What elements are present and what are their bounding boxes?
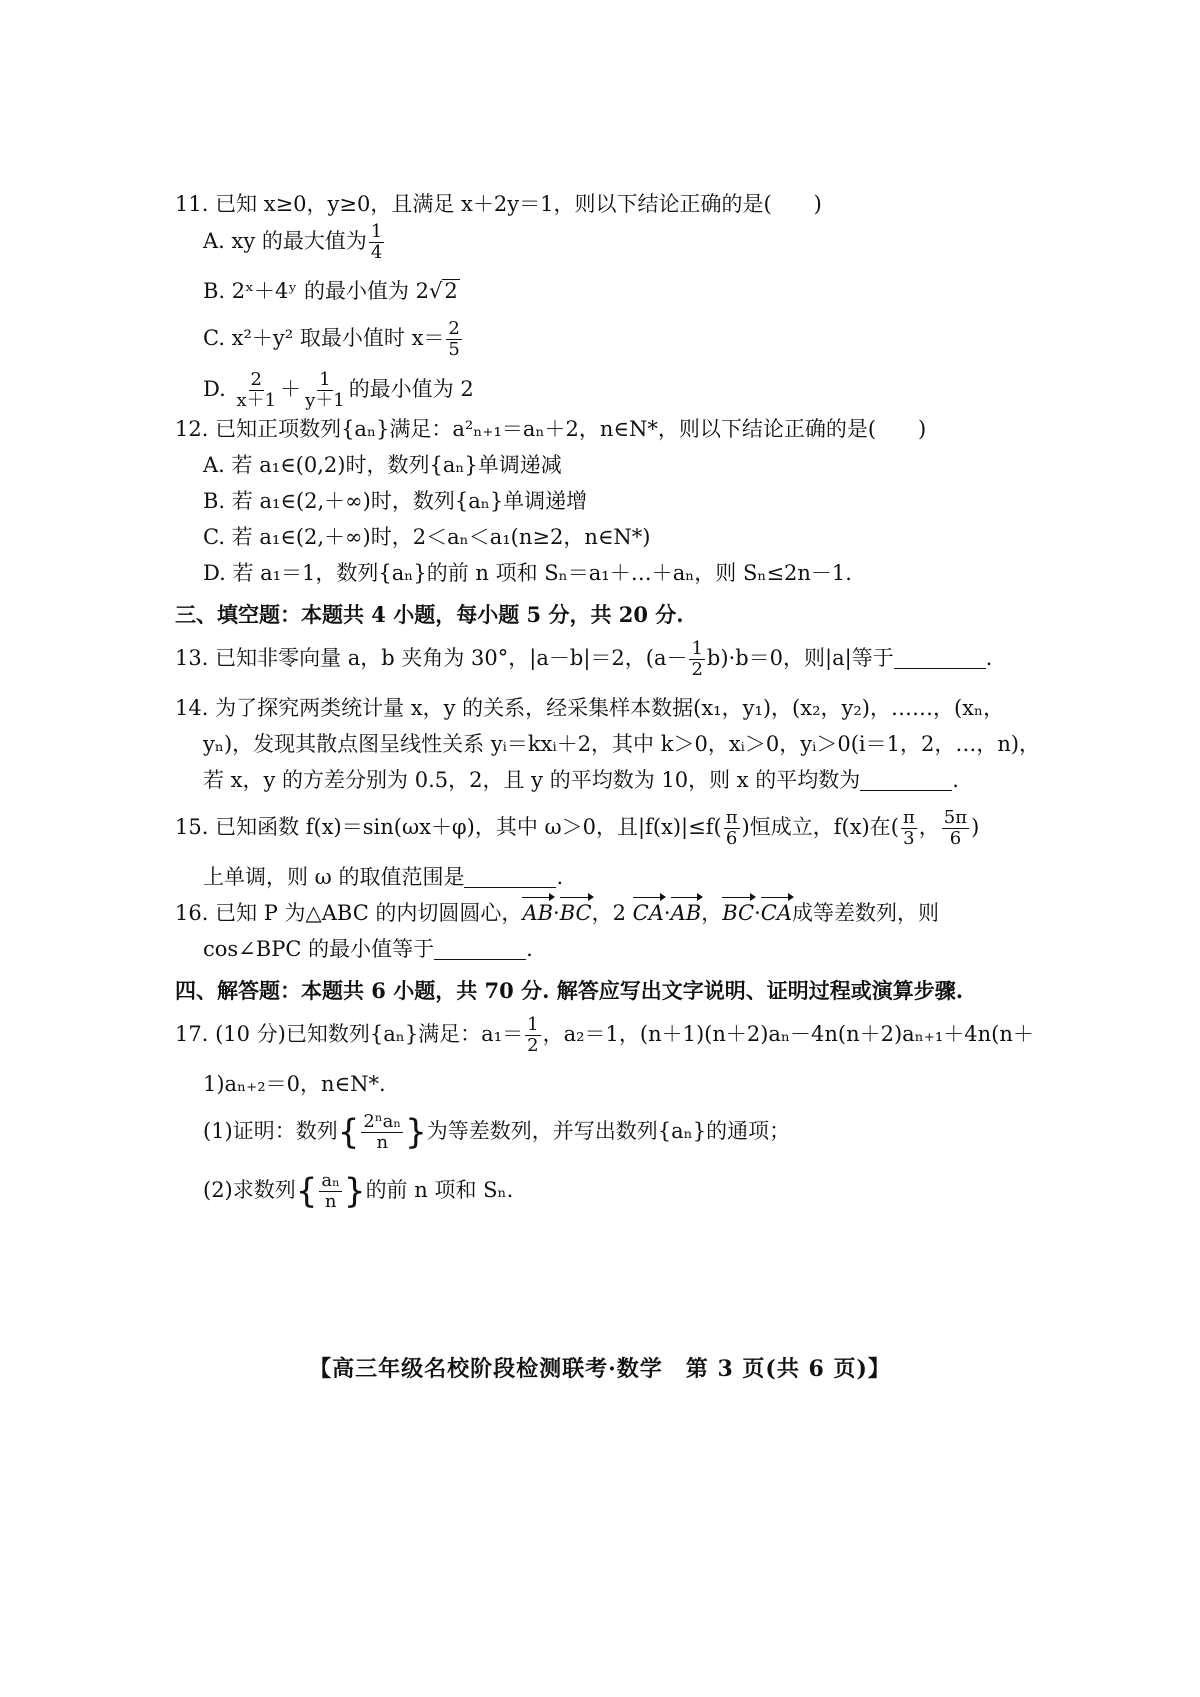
q15-pre: 15. 已知函数 f(x)＝sin(ωx＋φ)，其中 ω＞0，且|f(x)|≤f(	[175, 815, 722, 839]
q13-answer-blank[interactable]	[894, 646, 986, 669]
q17-line-1	[175, 1015, 1055, 1056]
q16-post: 成等差数列，则	[792, 901, 940, 925]
fraction-numerator: π	[902, 807, 915, 828]
q17-post: ，a₂＝1，(n＋1)(n＋2)aₙ－4n(n＋2)aₙ₊₁＋4n(n＋	[542, 1022, 1034, 1046]
q11-option-d	[175, 370, 1055, 411]
q15-line-2	[175, 859, 1055, 895]
fraction-denominator: x＋1	[236, 390, 277, 411]
q15-fraction-2	[901, 808, 917, 849]
fraction-denominator: 2	[527, 1035, 539, 1056]
q13-post: b)·b＝0，则|a|等于	[706, 646, 894, 670]
q11-option-a-fraction	[369, 222, 384, 263]
fraction-denominator: 6	[725, 828, 738, 849]
vector-ab-1: AB	[522, 895, 553, 931]
q16-mid-2: ，	[701, 901, 723, 925]
q16-line-1	[175, 895, 1055, 931]
q11-stem: 11. 已知 x≥0，y≥0，且满足 x＋2y＝1，则以下结论正确的是( )	[175, 192, 822, 216]
fraction-numerator: 2	[250, 369, 262, 390]
fraction-denominator: 3	[903, 828, 915, 849]
fraction-numerator: 2ⁿaₙ	[363, 1111, 402, 1132]
q16-mid-1: ，2	[591, 901, 633, 925]
q14-end: .	[952, 768, 959, 792]
q17-part-1-fraction	[361, 1112, 403, 1153]
q17-part-2-fraction	[319, 1171, 342, 1212]
q12-option-a: A. 若 a₁∈(0,2)时，数列{aₙ}单调递减	[203, 453, 562, 477]
left-brace-icon: {	[295, 1171, 318, 1212]
fraction-denominator: 2	[691, 659, 703, 680]
q16-line-2	[175, 931, 1055, 967]
q12-option-d: D. 若 a₁＝1，数列{aₙ}的前 n 项和 Sₙ＝a₁＋…＋aₙ，则 Sₙ≤2n－1.	[203, 561, 852, 585]
q11-option-b	[175, 273, 1055, 309]
fraction-numerator: aₙ	[321, 1170, 340, 1191]
fraction-numerator: 2	[448, 318, 460, 339]
vector-bc-2: BC	[722, 895, 754, 931]
q17-part-1	[175, 1112, 1055, 1153]
q14-line-2: yₙ)，发现其散点图呈线性关系 yᵢ＝kxᵢ＋2，其中 k＞0，xᵢ＞0，yᵢ＞0(i＝1，2，…，n)，	[203, 732, 1041, 756]
vector-ab-2: AB	[671, 895, 702, 931]
q13-fraction	[689, 639, 704, 680]
q15-fraction-1	[724, 808, 740, 849]
section-3-heading: 三、填空题：本题共 4 小题，每小题 5 分，共 20 分.	[175, 602, 684, 627]
q14-line-3-text: 若 x，y 的方差分别为 0.5，2，且 y 的平均数为 10，则 x 的平均数为	[203, 768, 861, 792]
q13-end: .	[985, 646, 993, 670]
q11-option-c	[175, 319, 1055, 360]
q15-mid: )恒成立，f(x)在(	[741, 815, 899, 839]
q12-option-c: C. 若 a₁∈(2,＋∞)时，2＜aₙ＜a₁(n≥2，n∈N*)	[203, 525, 651, 549]
right-brace-icon: }	[343, 1171, 366, 1212]
q15-comma: ，	[918, 815, 940, 839]
q17-part-1-post: 为等差数列，并写出数列{aₙ}的通项；	[426, 1119, 791, 1143]
left-brace-icon: {	[337, 1112, 360, 1153]
q11-option-b-radicand: 2	[444, 279, 458, 303]
fraction-numerator: 1	[370, 221, 383, 242]
page-content	[175, 186, 1055, 1212]
fraction-numerator: 1	[691, 638, 703, 659]
q17-fraction	[525, 1015, 540, 1056]
q11-option-d-fraction-2	[303, 370, 347, 411]
dot-operator: ·	[553, 901, 560, 925]
section-4-heading: 四、解答题：本题共 6 小题，共 70 分. 解答应写出文字说明、证明过程或演算步骤.	[175, 978, 964, 1003]
q14-answer-blank[interactable]	[860, 768, 952, 791]
q11-option-d-fraction-1	[234, 370, 278, 411]
q16-line-2-text: cos∠BPC 的最小值等于	[203, 937, 435, 961]
sqrt-icon: √	[429, 279, 443, 303]
q12-stem: 12. 已知正项数列{aₙ}满足：a²ₙ₊₁＝aₙ＋2，n∈N*，则以下结论正确的是( )	[175, 417, 927, 441]
q15-fraction-3	[942, 808, 969, 849]
q11-option-c-fraction	[446, 319, 461, 360]
q17-pre: 17. (10 分)已知数列{aₙ}满足：a₁＝	[175, 1022, 524, 1046]
vector-ca-1: CA	[633, 895, 664, 931]
fraction-numerator: 1	[319, 369, 331, 390]
q11-option-a	[175, 222, 1055, 263]
q17-part-2-pre: (2)求数列	[203, 1178, 296, 1202]
q15-close: )	[971, 815, 980, 839]
q14-line-1: 14. 为了探究两类统计量 x，y 的关系，经采集样本数据(x₁，y₁)，(x₂，y₂)，……，(xₙ，	[175, 696, 1005, 720]
q17-part-2-post: 的前 n 项和 Sₙ.	[365, 1178, 514, 1202]
fraction-denominator: 6	[949, 828, 962, 849]
q16-end: .	[526, 937, 533, 961]
q13	[175, 639, 1055, 680]
fraction-numerator: π	[725, 807, 738, 828]
q12-option-b: B. 若 a₁∈(2,＋∞)时，数列{aₙ}单调递增	[203, 489, 588, 513]
fraction-denominator: 5	[448, 339, 460, 360]
vector-bc-1: BC	[560, 895, 592, 931]
q11-option-d-label: D.	[203, 377, 226, 401]
q15-line-2-text: 上单调，则 ω 的取值范围是	[203, 865, 465, 889]
q11-option-c-text: C. x²＋y² 取最小值时 x＝	[203, 326, 445, 350]
right-brace-icon: }	[405, 1112, 427, 1153]
q11-option-b-text: B. 2ˣ＋4ʸ 的最小值为 2	[203, 279, 430, 303]
fraction-numerator: 5π	[943, 807, 968, 828]
q15-end: .	[556, 865, 564, 889]
vector-ca-2: CA	[761, 895, 792, 931]
fraction-denominator: 4	[370, 242, 383, 263]
q17-line-2: 1)aₙ₊₂＝0，n∈N*.	[203, 1072, 386, 1096]
q14-line-3	[175, 762, 1055, 798]
q11-option-a-text: A. xy 的最大值为	[203, 229, 367, 253]
fraction-denominator: y＋1	[305, 390, 345, 411]
q11-option-d-tail: 的最小值为 2	[348, 377, 474, 401]
fraction-denominator: n	[376, 1132, 389, 1153]
q15-line-1	[175, 808, 1055, 849]
q15-answer-blank[interactable]	[464, 865, 556, 888]
fraction-numerator: 1	[527, 1014, 539, 1035]
dot-operator: ·	[663, 901, 671, 925]
q17-part-2	[175, 1171, 1055, 1212]
q16-answer-blank[interactable]	[434, 937, 526, 960]
page-footer: 【高三年级名校阶段检测联考·数学 第 3 页(共 6 页)】	[309, 1356, 891, 1382]
fraction-denominator: n	[324, 1191, 337, 1212]
plus-sign: ＋	[280, 377, 302, 401]
q16-pre: 16. 已知 P 为△ABC 的内切圆圆心，	[175, 901, 523, 925]
q13-pre: 13. 已知非零向量 a，b 夹角为 30°，|a－b|＝2，(a－	[175, 646, 688, 670]
q17-part-1-pre: (1)证明：数列	[203, 1119, 338, 1143]
dot-operator: ·	[754, 901, 761, 925]
